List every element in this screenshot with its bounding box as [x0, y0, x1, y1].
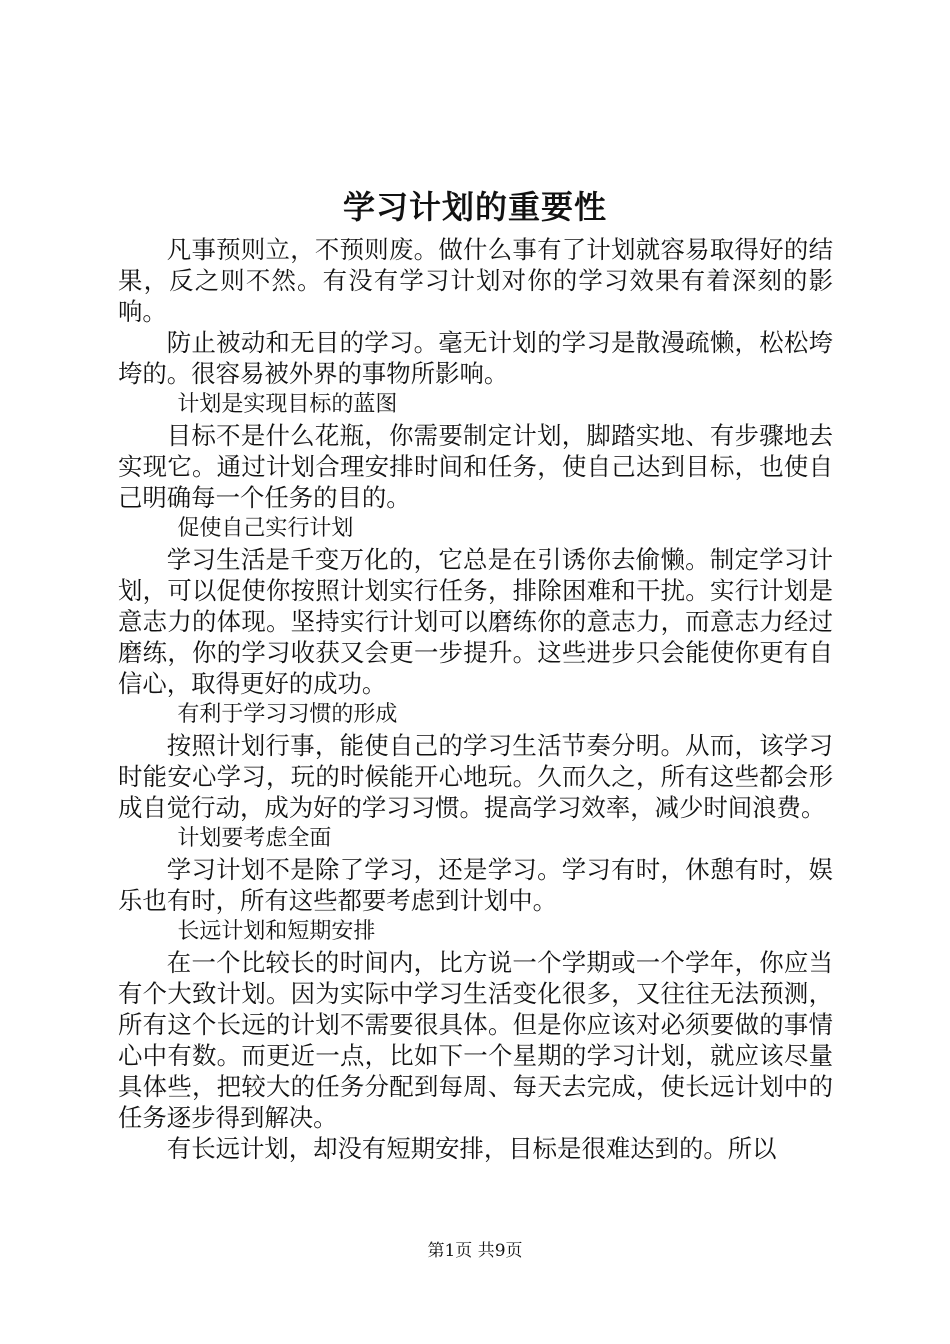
paragraph: 凡事预则立，不预则废。做什么事有了计划就容易取得好的结果，反之则不然。有没有学习计划对你的学习效果有着深刻的影响。	[118, 235, 833, 326]
paragraph: 有长远计划，却没有短期安排，目标是很难达到的。所以	[166, 1134, 777, 1163]
paragraph: 在一个比较长的时间内，比方说一个学期或一个学年，你应当有个大致计划。因为实际中学习生活变化很多，又往往无法预测，所有这个长远的计划不需要很具体。但是你应该对必须要做的事情心中有数。而更近一点，比如下一个星期的学习计划，就应该尽量具体些，把较大的任务分配到每周、每天去完成，使长远计划中的任务逐步得到解决。	[118, 948, 833, 1132]
page-footer: 第1页 共9页	[427, 1241, 523, 1261]
paragraph: 目标不是什么花瓶，你需要制定计划，脚踏实地、有步骤地去实现它。通过计划合理安排时间和任务，使自己达到目标，也使自己明确每一个任务的目的。	[118, 421, 833, 512]
document-body	[118, 234, 833, 1164]
paragraph: 学习生活是千变万化的，它总是在引诱你去偷懒。制定学习计划，可以促使你按照计划实行任务，排除困难和干扰。实行计划是意志力的体现。坚持实行计划可以磨练你的意志力，而意志力经过磨练，你的学习收获又会更一步提升。这些进步只会能使你更有自信心，取得更好的成功。	[118, 545, 833, 698]
section-heading: 有利于学习习惯的形成	[177, 702, 398, 727]
section-heading: 计划要考虑全面	[177, 826, 332, 851]
section-heading: 促使自己实行计划	[177, 516, 354, 541]
paragraph: 学习计划不是除了学习，还是学习。学习有时，休憩有时，娱乐也有时，所有这些都要考虑到计划中。	[118, 855, 833, 915]
paragraph: 按照计划行事，能使自己的学习生活节奏分明。从而，该学习时能安心学习，玩的时候能开心地玩。久而久之，所有这些都会形成自觉行动，成为好的学习习惯。提高学习效率，减少时间浪费。	[118, 731, 833, 822]
section-heading: 长远计划和短期安排	[177, 919, 376, 944]
page-title: 学习计划的重要性	[342, 188, 607, 226]
section-heading: 计划是实现目标的蓝图	[177, 392, 398, 417]
paragraph: 防止被动和无目的学习。毫无计划的学习是散漫疏懒，松松垮垮的。很容易被外界的事物所影响。	[118, 328, 833, 388]
